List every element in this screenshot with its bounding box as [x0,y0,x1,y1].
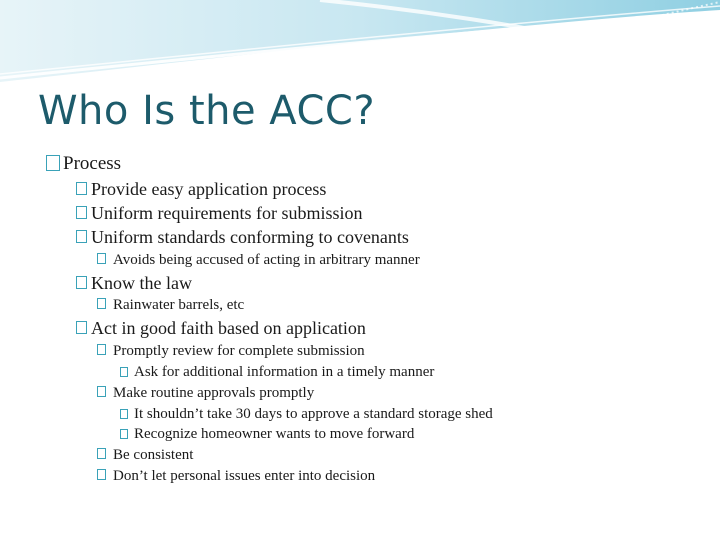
square-bullet-icon [76,321,87,334]
square-bullet-icon [76,230,87,243]
square-bullet-icon [76,182,87,195]
bullet-item [97,343,365,360]
slide-title: Who Is the ACC? [38,88,376,134]
bullet-text: It shouldn’t take 30 days to approve a standard storage shed [134,406,493,422]
square-bullet-icon [76,206,87,219]
bullet-text: Uniform standards conforming to covenants [91,227,409,247]
square-bullet-icon [120,409,128,419]
square-bullet-icon [120,429,128,439]
bullet-item [76,203,362,224]
bullet-text: Be consistent [113,447,194,463]
square-bullet-icon [76,276,87,289]
bullet-text: Make routine approvals promptly [113,385,315,401]
bullet-item [97,468,375,485]
bullet-text: Recognize homeowner wants to move forward [134,426,415,442]
square-bullet-icon [97,344,106,355]
bullet-item [120,426,414,443]
bullet-text: Provide easy application process [91,179,327,199]
bullet-item [76,318,366,339]
square-bullet-icon [46,155,60,171]
bullet-item [76,273,192,294]
bullet-text: Ask for additional information in a timely manner [134,364,435,380]
bullet-text: Know the law [91,273,192,293]
bullet-item [97,252,420,269]
bullet-text: Process [63,153,122,174]
bullet-text: Promptly review for complete submission [113,343,365,359]
square-bullet-icon [97,253,106,264]
square-bullet-icon [97,298,106,309]
bullet-item-process [46,153,121,175]
bullet-item [120,364,434,381]
bullet-item [120,406,493,423]
bullet-item [76,227,409,248]
bullet-item [97,297,244,314]
square-bullet-icon [97,469,106,480]
decorative-wave-band [0,0,720,90]
square-bullet-icon [97,386,106,397]
bullet-item [97,447,193,464]
square-bullet-icon [97,448,106,459]
bullet-text: Avoids being accused of acting in arbitrary manner [113,252,420,268]
square-bullet-icon [120,367,128,377]
bullet-text: Uniform requirements for submission [91,203,363,223]
bullet-item [76,179,326,200]
bullet-item [97,385,314,402]
bullet-text: Don’t let personal issues enter into decision [113,468,376,484]
bullet-text: Rainwater barrels, etc [113,297,245,313]
bullet-text: Act in good faith based on application [91,318,366,338]
